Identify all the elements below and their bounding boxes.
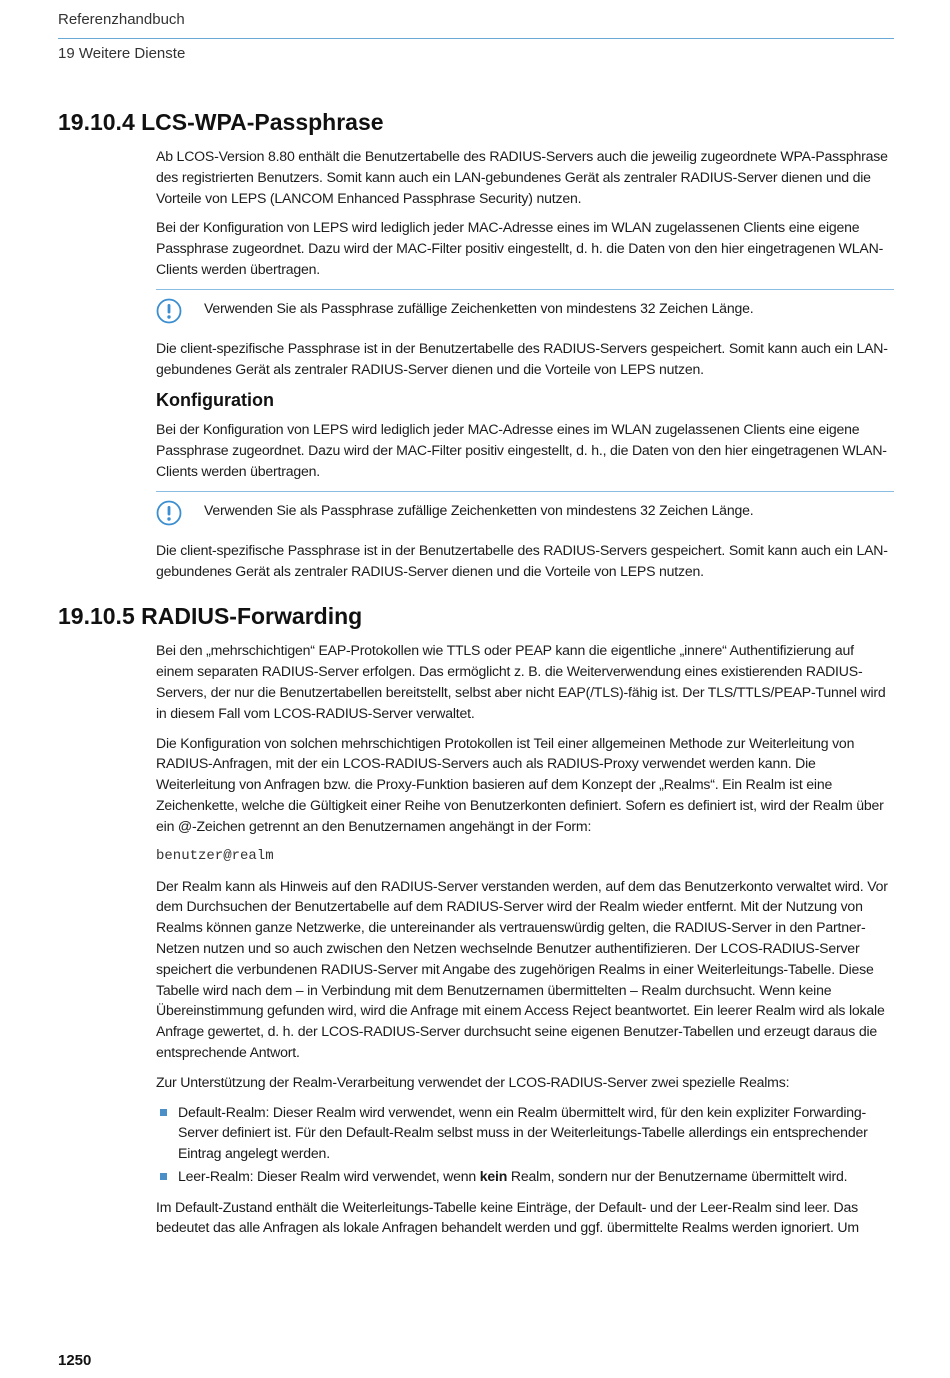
paragraph: Im Default-Zustand enthält die Weiterleitungs-Tabelle keine Einträge, der Default- und der Leer-Realm sind leer. Das bedeutet das alle Anfragen als lokale Anfragen behandelt werden und ggf. übermittelte Realms werden ignoriert. Um xyxy=(156,1198,859,1236)
list-item xyxy=(156,1102,894,1164)
note-box xyxy=(156,289,894,324)
page-number: 1250 xyxy=(58,1352,92,1369)
running-header xyxy=(58,10,894,64)
bullet-list xyxy=(156,1102,894,1187)
exclamation-circle-icon xyxy=(156,298,182,324)
list-item-text-start: Leer-Realm: Dieser Realm wird verwendet, wenn xyxy=(178,1167,480,1184)
note-box xyxy=(156,491,894,526)
exclamation-circle-icon xyxy=(156,500,182,526)
paragraph: Der Realm kann als Hinweis auf den RADIUS-Server verstanden werden, auf dem das Benutzerkonto verwaltet wird. Vor dem Durchsuchen der Benutzertabelle auf dem RADIUS-Server wird der Realm wieder entfernt. Mit der Nutzung von Realms können ganze Netzwerke, die untereinander als vertrauenswürdig gelten, die RADIUS-Server in den Partner-Netzen nutzen und so auch zwischen den Netzen wechselnde Benutzer authentifizieren. Der LCOS-RADIUS-Server speichert die verbundenen RADIUS-Server mit Angabe des zugehörigen Realms in einer Weiterleitungs-Tabelle. Diese Tabelle wird nach dem – in Verbindung mit dem Benutzernamen übermittelten – Realm durchsucht. Wenn keine Übereinstimmung gefunden wird, wird die Anfrage mit einem Access Reject beantwortet. Ein leerer Realm wird als lokale Anfrage gewertet, d. h. der LCOS-RADIUS-Server durchsucht seine eigenen Benutzer-Tabellen und erzeugt daraus die entsprechende Antwort. xyxy=(156,877,888,1060)
subsection-heading-konfiguration: Konfiguration xyxy=(156,390,274,411)
paragraph: Bei den „mehrschichtigen“ EAP-Protokollen wie TTLS oder PEAP kann die eigentliche „innere“ Authentifizierung auf einem separaten RADIUS-Server erfolgen. Das ermöglicht z. B. die Weiterverwendung eines existierenden RADIUS-Servers, der nur die Benutzertabellen bereitstellt, selbst aber nicht EAP(/TLS)-fähig ist. Der TLS/TTLS/PEAP-Tunnel wird in diesem Fall vom LCOS-RADIUS-Server verwaltet. xyxy=(156,642,886,721)
list-item xyxy=(156,1166,894,1187)
emphasis-kein: kein xyxy=(479,1167,508,1184)
paragraph: Bei der Konfiguration von LEPS wird lediglich jeder MAC-Adresse eines im WLAN zugelassenen Clients eine eigene Passphrase zugeordnet. Dazu wird der MAC-Filter positiv eingestellt, d. h., die Daten von den hier eingetragenen WLAN-Clients werden übertragen. xyxy=(156,421,887,479)
list-item-text: Default-Realm: Dieser Realm wird verwendet, wenn ein Realm übermittelt wird, für den kein expliziter Forwarding-Server definiert ist. Für den Default-Realm selbst muss in der Weiterleitungs-Tabelle allerdings ein entsprechender Eintrag angelegt werden. xyxy=(178,1103,868,1162)
section-heading-lcs-wpa: 19.10.4 LCS-WPA-Passphrase xyxy=(58,109,384,135)
book-title: Referenzhandbuch xyxy=(58,11,185,28)
section-gap xyxy=(58,590,894,602)
note-text: Verwenden Sie als Passphrase zufällige Zeichenketten von mindestens 32 Zeichen Länge. xyxy=(204,501,754,518)
bullet-square-icon xyxy=(160,1109,167,1116)
header-rule xyxy=(58,38,894,39)
bullet-square-icon xyxy=(160,1173,167,1180)
paragraph: Bei der Konfiguration von LEPS wird lediglich jeder MAC-Adresse eines im WLAN zugelassenen Clients eine eigene Passphrase zugeordnet. Dazu wird der MAC-Filter positiv eingestellt, d. h. die Daten von den hier eingetragenen WLAN-Clients werden übertragen. xyxy=(156,219,884,277)
paragraph: Die client-spezifische Passphrase ist in der Benutzertabelle des RADIUS-Servers gespeichert. Somit kann auch ein LAN-gebundenes Gerät als zentraler RADIUS-Server dienen und die Vorteile von LEPS nutzen. xyxy=(156,339,888,377)
paragraph: Die Konfiguration von solchen mehrschichtigen Protokollen ist Teil einer allgemeinen Methode zur Weiterleitung von RADIUS-Anfragen, mit der ein LCOS-RADIUS-Servers auch als RADIUS-Proxy verwendet werden kann. Die Weiterleitung von Anfragen bzw. die Proxy-Funktion basieren auf dem Konzept der „Realms“. Ein Realm ist eine Zeichenkette, welche die Gültigkeit einer Reihe von Benutzerkonten definiert. Sofern es definiert ist, wird der Realm über ein @-Zeichen getrennt an den Benutzernamen angehängt in der Form: xyxy=(156,734,884,834)
page-content xyxy=(58,108,894,1247)
list-item-text-end: Realm, sondern nur der Benutzername übermittelt wird. xyxy=(507,1167,848,1184)
paragraph: Ab LCOS-Version 8.80 enthält die Benutzertabelle des RADIUS-Servers auch die jeweilig zugeordnete WPA-Passphrase des registrierten Benutzers. Somit kann auch ein LAN-gebundenes Gerät als zentraler RADIUS-Server dienen und die Vorteile von LEPS (LANCOM Enhanced Passphrase Security) nutzen. xyxy=(156,148,888,206)
section-heading-radius-forwarding: 19.10.5 RADIUS-Forwarding xyxy=(58,603,363,630)
paragraph: Die client-spezifische Passphrase ist in der Benutzertabelle des RADIUS-Servers gespeichert. Somit kann auch ein LAN-gebundenes Gerät als zentraler RADIUS-Server dienen und die Vorteile von LEPS nutzen. xyxy=(156,541,888,579)
note-text: Verwenden Sie als Passphrase zufällige Zeichenketten von mindestens 32 Zeichen Länge. xyxy=(204,299,754,316)
paragraph: Zur Unterstützung der Realm-Verarbeitung verwendet der LCOS-RADIUS-Server zwei spezielle Realms: xyxy=(156,1073,790,1090)
code-example: benutzer@realm xyxy=(156,847,274,864)
chapter-title: 19 Weitere Dienste xyxy=(58,45,186,62)
